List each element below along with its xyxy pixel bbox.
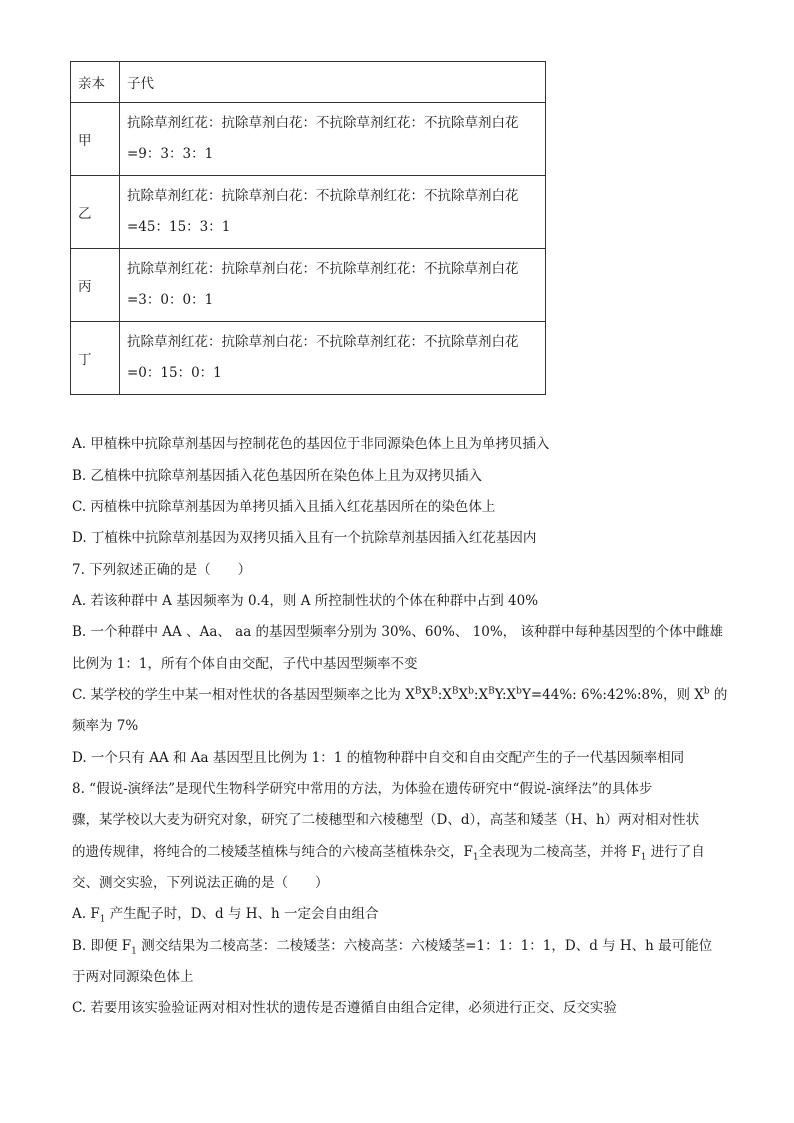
parent-cell: 丁: [71, 322, 120, 395]
allele-sup: b: [516, 686, 522, 697]
parent-cell: 丙: [71, 249, 120, 322]
q8-stem-line1: 8. “假说-演绎法”是现代生物科学研究中常用的方法，为体验在遗传研究中“假说-演绎法”的具体步: [72, 781, 653, 797]
ratio-sep: :: [437, 687, 443, 703]
f1-subscript: 1: [472, 852, 479, 863]
offspring-ratio: =45：15：3：1: [127, 219, 231, 235]
q8-b-post: 测交结果为二棱高茎：二棱矮茎：六棱高茎：六棱矮茎=1：1：1：1，D、d 与 H、h 最可能位: [136, 938, 713, 954]
q7-option-a: A. 若该种群中 A 基因频率为 0.4，则 A 所控制性状的个体在种群中占到 40%: [72, 593, 539, 609]
q6-option-d: D. 丁植株中抗除草剂基因为双拷贝插入且有一个抗除草剂基因插入红花基因内: [72, 530, 537, 546]
f1-subscript: 1: [99, 914, 106, 925]
q7-option-b-line2: 比例为 1：1，所有个体自由交配，子代中基因型频率不变: [72, 656, 418, 672]
header-offspring: 子代: [120, 62, 546, 103]
offspring-ratio: =3：0：0：1: [127, 292, 214, 308]
allele-sup: B: [488, 686, 495, 697]
q6-option-b: B. 乙植株中抗除草剂基因插入花色基因所在染色体上且为双拷贝插入: [72, 468, 483, 484]
table-header-row: [71, 62, 546, 103]
offspring-cell: [120, 103, 546, 176]
header-parent: 亲本: [71, 62, 120, 103]
q8-a-post: 产生配子时，D、d 与 H、h 一定会自由组合: [105, 906, 379, 922]
q8-option-c: C. 若要用该实验验证两对相对性状的遗传是否遵循自由组合定律，必须进行正交、反交实验: [72, 1000, 617, 1016]
q7-option-c-line1: C. 某学校的学生中某一相对性状的各基因型频率之比为 $X^BX^B:X^BX^b:X^BY:X^bY=44\%$: 6%:42%:8%，则 $X^b$ 的: [72, 686, 728, 703]
q7-option-c-line2: 频率为 7%: [72, 718, 139, 734]
q8-option-b-line1: [72, 936, 712, 956]
allele-sup: B: [431, 686, 438, 697]
x-chromosome: X: [421, 687, 432, 703]
offspring-phenotypes: 抗除草剂红花：抗除草剂白花：不抗除草剂红花：不抗除草剂白花: [127, 334, 519, 350]
x-chromosome: X: [458, 687, 469, 703]
f1-subscript: 1: [640, 852, 647, 863]
q8-option-b-line2: 于两对同源染色体上: [72, 969, 194, 985]
allele-sup: b: [703, 686, 710, 697]
q6-option-a: A. 甲植株中抗除草剂基因与控制花色的基因位于非同源染色体上且为单拷贝插入: [72, 436, 550, 452]
cross-results-table: [70, 61, 546, 395]
parent-cell: 乙: [71, 176, 120, 249]
allele-sup: B: [451, 686, 459, 697]
q8-option-a: [72, 904, 379, 924]
offspring-phenotypes: 抗除草剂红花：抗除草剂白花：不抗除草剂红花：不抗除草剂白花: [127, 115, 519, 131]
q8-a-pre: A. F: [72, 906, 100, 922]
ratio-sep: :: [473, 687, 479, 703]
q8-b-pre: B. 即便 F: [72, 938, 132, 954]
offspring-phenotypes: 抗除草剂红花：抗除草剂白花：不抗除草剂红花：不抗除草剂白花: [127, 261, 519, 277]
q8-l3-c: 进行了自: [646, 844, 705, 860]
parent-cell: 甲: [71, 103, 120, 176]
table-row: [71, 176, 546, 249]
offspring-phenotypes: 抗除草剂红花：抗除草剂白花：不抗除草剂红花：不抗除草剂白花: [127, 188, 519, 204]
q6-option-c: C. 丙植株中抗除草剂基因为单拷贝插入且插入红花基因所在的染色体上: [72, 499, 496, 515]
f1-subscript: 1: [131, 946, 137, 957]
q8-stem-line4: 交、测交实验，下列说法正确的是（ ）: [72, 875, 329, 891]
x-chromosome: X: [506, 687, 517, 703]
offspring-cell: [120, 176, 546, 249]
x-chromosome: X: [442, 687, 452, 703]
q8-stem-line2: 骤，某学校以大麦为研究对象，研究了二棱穗型和六棱穗型（D、d），高茎和矮茎（H、h）两对相对性状: [72, 812, 700, 828]
allele-sup: b: [468, 686, 474, 697]
q7-c-end: 的: [709, 687, 728, 703]
q8-l3-b: 全表现为二棱高茎，并将 F: [478, 844, 641, 860]
q7-c-middle: Y=44%: 6%:42%:8%，则 X: [521, 687, 704, 703]
q8-stem-line3: [72, 842, 705, 862]
table-row: [71, 103, 546, 176]
offspring-ratio: =9：3：3：1: [127, 146, 214, 162]
table-row: [71, 322, 546, 395]
table-row: [71, 249, 546, 322]
q7-option-d: D. 一个只有 AA 和 Aa 基因型且比例为 1：1 的植物种群中自交和自由交配产生的子一代基因频率相同: [72, 750, 685, 766]
q7-c-prefix: C. 某学校的学生中某一相对性状的各基因型频率之比为 X: [72, 687, 415, 703]
offspring-cell: [120, 249, 546, 322]
offspring-ratio: =0：15：0：1: [127, 365, 222, 381]
q7-stem: 7. 下列叙述正确的是（ ）: [72, 562, 252, 578]
ratio-sep: :: [501, 687, 507, 703]
offspring-cell: [120, 322, 546, 395]
q8-l3-a: 的遗传规律，将纯合的二棱矮茎植株与纯合的六棱高茎植株杂交，F: [72, 844, 473, 860]
allele-sup: B: [414, 686, 422, 697]
x-chromosome: X: [478, 687, 489, 703]
q7-option-b-line1: B. 一个种群中 AA 、Aa、 aa 的基因型频率分别为 30%、60%、 10%， 该种群中每种基因型的个体中雌雄: [72, 624, 723, 640]
